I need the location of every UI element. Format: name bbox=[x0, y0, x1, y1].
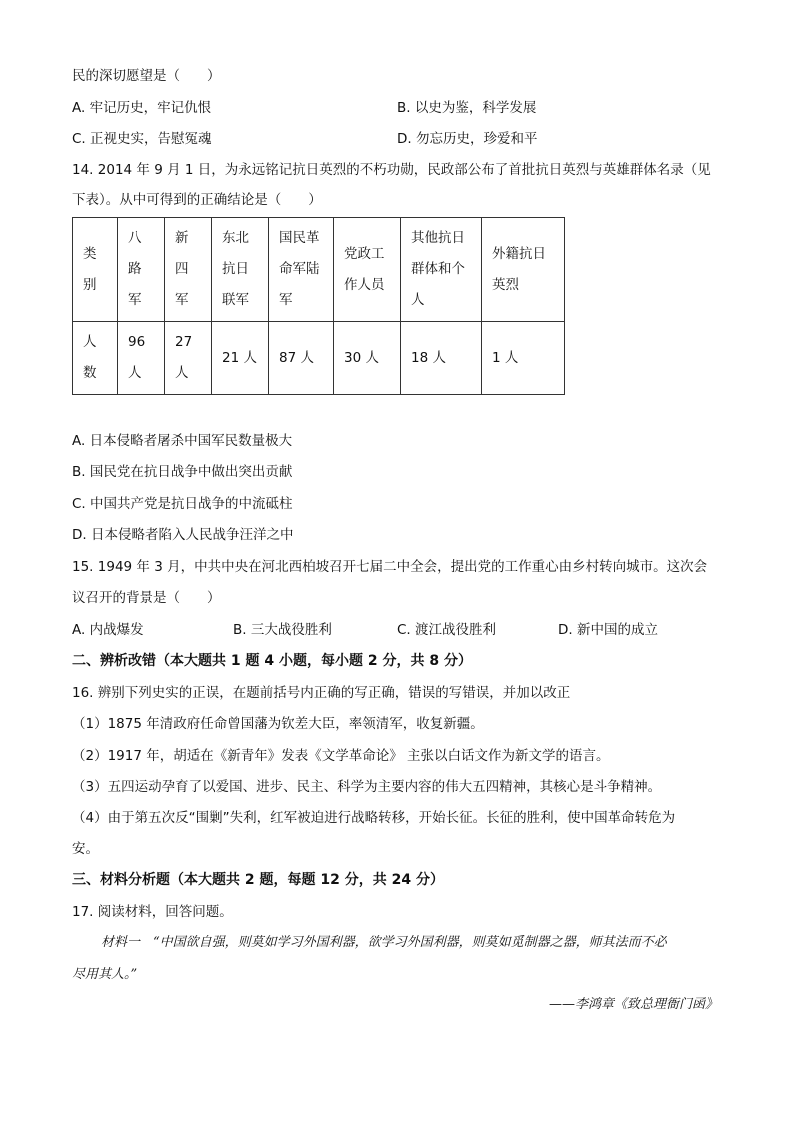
q15-option-a: A. 内战爆发 bbox=[72, 622, 144, 638]
q16-item-2: （2）1917 年，胡适在《新青年》发表《文学革命论》 主张以白话文作为新文学的语言。 bbox=[72, 748, 610, 764]
q14-option-c: C. 中国共产党是抗日战争的中流砥柱 bbox=[72, 496, 293, 512]
heroes-list-table bbox=[72, 217, 565, 395]
q15-stem-line2: 议召开的背景是（ ） bbox=[72, 590, 221, 606]
table-header-cell: 东北 抗日 联军 bbox=[212, 218, 269, 322]
table-cell: 18 人 bbox=[401, 322, 482, 395]
q16-item-4: （4）由于第五次反“围剿”失利，红军被迫进行战略转移，开始长征。长征的胜利，使中国革命转危为 bbox=[72, 810, 676, 826]
q14-option-b: B. 国民党在抗日战争中做出突出贡献 bbox=[72, 464, 293, 480]
table-header-cell: 八路 军 bbox=[118, 218, 165, 322]
q16-stem: 16. 辨别下列史实的正误，在题前括号内正确的写正确，错误的写错误，并加以改正 bbox=[72, 685, 571, 701]
q13-option-b: B. 以史为鉴，科学发展 bbox=[397, 100, 537, 116]
table-header-row bbox=[73, 218, 565, 322]
table-header-cell: 其他抗日 群体和个 人 bbox=[401, 218, 482, 322]
table-header-cell: 国民革 命军陆 军 bbox=[269, 218, 334, 322]
material1-source: ——李鸿章《致总理衙门函》 bbox=[548, 997, 718, 1012]
q15-option-d: D. 新中国的成立 bbox=[558, 622, 658, 638]
q15-stem-line1: 15. 1949 年 3 月，中共中央在河北西柏坡召开七届二中全会，提出党的工作重心由乡村转向城市。这次会 bbox=[72, 559, 708, 575]
table-cell: 30 人 bbox=[334, 322, 401, 395]
table-header-cell: 外籍抗日 英烈 bbox=[482, 218, 565, 322]
q15-option-c: C. 渡江战役胜利 bbox=[397, 622, 497, 638]
q13-option-d: D. 勿忘历史，珍爱和平 bbox=[397, 131, 538, 147]
q16-item-1: （1）1875 年清政府任命曾国藩为钦差大臣，率领清军，收复新疆。 bbox=[72, 716, 484, 732]
table-cell: 27 人 bbox=[165, 322, 212, 395]
table-cell: 21 人 bbox=[212, 322, 269, 395]
q14-option-a: A. 日本侵略者屠杀中国军民数量极大 bbox=[72, 433, 293, 449]
section2-heading: 二、辨析改错（本大题共 1 题 4 小题，每小题 2 分，共 8 分） bbox=[72, 653, 472, 669]
section3-heading: 三、材料分析题（本大题共 2 题，每题 12 分，共 24 分） bbox=[72, 872, 444, 888]
table-cell: 96 人 bbox=[118, 322, 165, 395]
q13-stem-tail: 民的深切愿望是（ ） bbox=[72, 68, 221, 84]
table-cell: 1 人 bbox=[482, 322, 565, 395]
q13-option-a: A. 牢记历史，牢记仇恨 bbox=[72, 100, 212, 116]
table-cell: 人 数 bbox=[73, 322, 118, 395]
q14-stem-line1: 14. 2014 年 9 月 1 日，为永远铭记抗日英烈的不朽功勋，民政部公布了首批抗日英烈与英雄群体名录（见 bbox=[72, 162, 711, 178]
q15-option-b: B. 三大战役胜利 bbox=[233, 622, 332, 638]
q16-item-4-tail: 安。 bbox=[72, 841, 99, 857]
table-header-cell: 类 别 bbox=[73, 218, 118, 322]
q14-option-d: D. 日本侵略者陷入人民战争汪洋之中 bbox=[72, 527, 294, 543]
table-header-cell: 新四 军 bbox=[165, 218, 212, 322]
q16-item-3: （3）五四运动孕育了以爱国、进步、民主、科学为主要内容的伟大五四精神，其核心是斗争精神。 bbox=[72, 779, 662, 795]
material1-line1: 材料一 “中国欲自强，则莫如学习外国利器，欲学习外国利器，则莫如觅制器之器，师其法而不必 bbox=[101, 935, 667, 950]
q13-option-c: C. 正视史实，告慰冤魂 bbox=[72, 131, 212, 147]
q14-stem-line2: 下表）。从中可得到的正确结论是（ ） bbox=[72, 192, 322, 208]
q17-stem: 17. 阅读材料，回答问题。 bbox=[72, 904, 233, 920]
table-row bbox=[73, 322, 565, 395]
table-cell: 87 人 bbox=[269, 322, 334, 395]
material1-line2: 尽用其人。” bbox=[72, 967, 138, 982]
table-header-cell: 党政工 作人员 bbox=[334, 218, 401, 322]
